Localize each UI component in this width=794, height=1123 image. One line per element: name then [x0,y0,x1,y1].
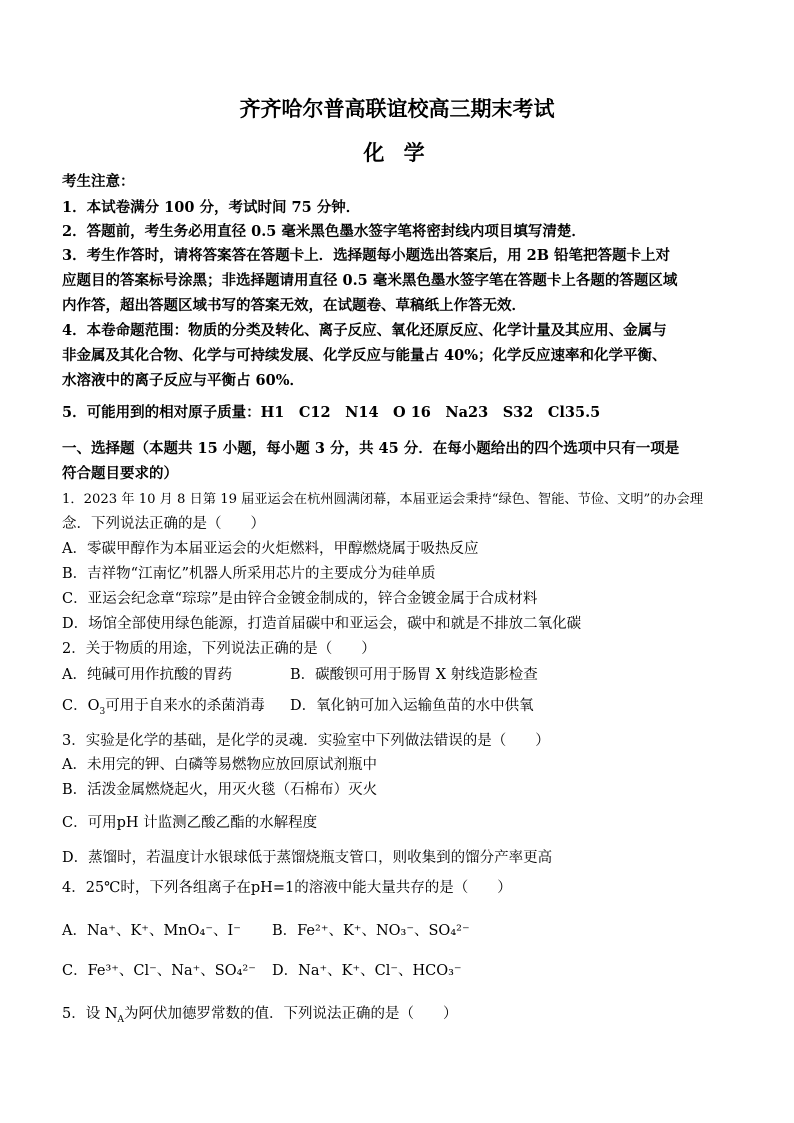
notice-line-3: 3．考生作答时，请将答案答在答题卡上．选择题每小题选出答案后，用 2B 铅笔把答题卡上对 [62,247,671,264]
q4-option-b: B．Fe²⁺、K⁺、NO₃⁻、SO₄²⁻ [272,923,470,939]
section-heading-1: 一、选择题（本题共 15 小题，每小题 3 分，共 45 分．在每小题给出的四个选项中只有一项是 [62,440,680,457]
q2-option-c [62,696,265,716]
q5-stem-subscript: A [117,1014,125,1025]
q3-option-c: C．可用pH 计监测乙酸乙酯的水解程度 [62,815,318,831]
notice-heading: 考生注意： [62,173,135,190]
q2-option-c-prefix: C．O [62,698,100,714]
q2-option-c-subscript: 3 [99,706,106,717]
notice-line-7: 非金属及其化合物、化学与可持续发展、化学反应与能量占 40%；化学反应速率和化学平衡、 [62,347,667,364]
q3-option-b: B．活泼金属燃烧起火，用灭火毯（石棉布）灭火 [62,782,378,798]
q5-stem [62,1004,458,1024]
q3-option-d: D．蒸馏时，若温度计水银球低于蒸馏烧瓶支管口，则收集到的馏分产率更高 [62,850,553,866]
q1-option-a: A．零碳甲醇作为本届亚运会的火炬燃料，甲醇燃烧属于吸热反应 [62,541,479,557]
q4-stem: 4．25℃时，下列各组离子在pH=1的溶液中能大量共存的是（ ） [62,880,512,896]
q3-stem: 3．实验是化学的基础，是化学的灵魂．实验室中下列做法错误的是（ ） [62,733,550,749]
q1-option-c: C．亚运会纪念章“琮琮”是由锌合金镀金制成的，锌合金镀金属于合成材料 [62,591,538,607]
section-heading-2: 符合题目要求的） [62,465,178,482]
q2-option-d: D．氧化钠可加入运输鱼苗的水中供氧 [290,698,534,714]
notice-line-2: 2．答题前，考生务必用直径 0.5 毫米黑色墨水签字笔将密封线内项目填写清楚． [62,223,586,240]
q2-option-b: B．碳酸钡可用于肠胃 X 射线造影检查 [290,667,538,683]
q1-option-b: B．吉祥物“江南忆”机器人所采用芯片的主要成分为硅单质 [62,566,436,582]
notice-line-4: 应题目的答案标号涂黑；非选择题请用直径 0.5 毫米黑色墨水签字笔在答题卡上各题的答题区域 [62,272,678,289]
notice-line-6: 4．本卷命题范围：物质的分类及转化、离子反应、氧化还原反应、化学计量及其应用、金属与 [62,322,667,339]
q4-option-d: D．Na⁺、K⁺、Cl⁻、HCO₃⁻ [272,963,462,979]
q3-option-a: A．未用完的钾、白磷等易燃物应放回原试剂瓶中 [62,757,377,773]
q2-option-c-text: 可用于自来水的杀菌消毒 [105,698,265,714]
notice-line-8: 水溶液中的离子反应与平衡占 60%． [62,372,305,389]
q4-option-c: C．Fe³⁺、Cl⁻、Na⁺、SO₄²⁻ [62,963,256,979]
q2-option-a: A．纯碱可用作抗酸的胃药 [62,667,232,683]
q1-stem-2: 念．下列说法正确的是（ ） [62,516,265,532]
q2-stem: 2．关于物质的用途，下列说法正确的是（ ） [62,641,376,657]
q5-stem-text: 为阿伏加德罗常数的值．下列说法正确的是（ ） [124,1006,458,1022]
exam-title: 齐齐哈尔普高联谊校高三期末考试 [239,96,555,121]
notice-line-1: 1．本试卷满分 100 分，考试时间 75 分钟． [62,199,361,216]
atomic-mass-line: 5．可能用到的相对原子质量：H1 C12 N14 O 16 Na23 S32 Cl35.5 [62,404,601,421]
q5-stem-prefix: 5．设 N [62,1006,118,1022]
subject-title: 化 学 [363,140,431,165]
q1-stem-1: 1．2023 年 10 月 8 日第 19 届亚运会在杭州圆满闭幕，本届亚运会秉持“绿色、智能、节俭、文明”的办会理 [62,492,704,507]
notice-line-5: 内作答，超出答题区域书写的答案无效，在试题卷、草稿纸上作答无效． [62,297,526,314]
q1-option-d: D．场馆全部使用绿色能源，打造首届碳中和亚运会，碳中和就是不排放二氧化碳 [62,616,582,632]
q4-option-a: A．Na⁺、K⁺、MnO₄⁻、I⁻ [62,923,241,939]
